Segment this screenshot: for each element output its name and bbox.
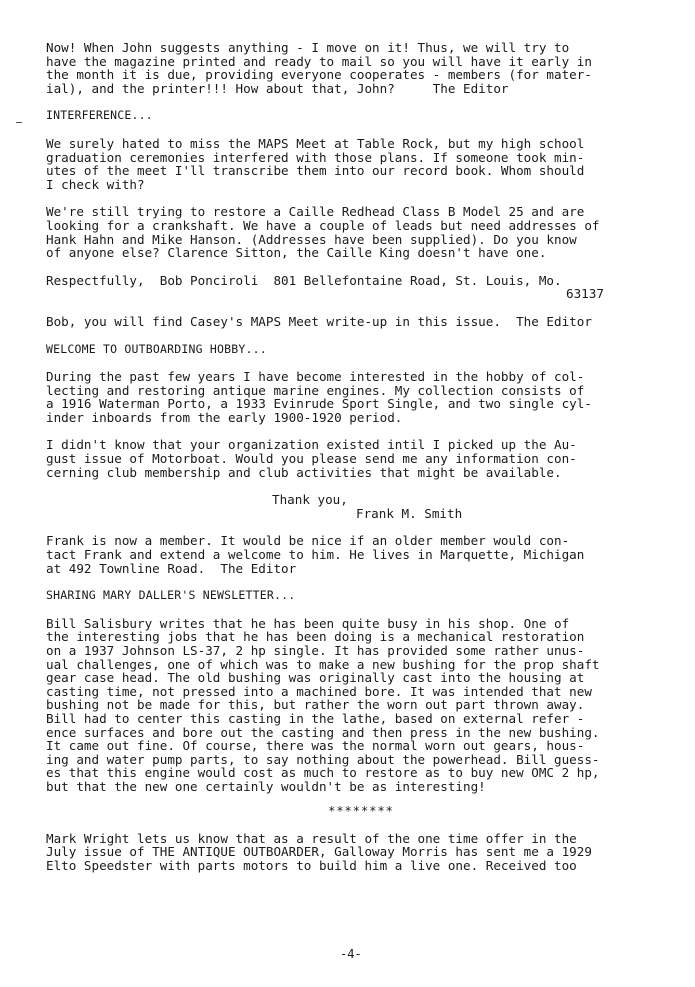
text-line: cerning club membership and club activities that might be available. — [46, 464, 562, 480]
text-line: Hank Hahn and Mike Hanson. (Addresses have been supplied). Do you know — [46, 231, 577, 247]
text-line: During the past few years I have become interested in the hobby of col- — [46, 369, 585, 385]
sharing-paragraph-2 — [46, 832, 676, 873]
text-line: Bill had to center this casting in the lathe, based on external refer - — [46, 710, 585, 726]
text-line: Bill Salisbury writes that he has been quite busy in his shop. One of — [46, 615, 570, 631]
text-line: July issue of THE ANTIQUE OUTBOARDER, Galloway Morris has sent me a 1929 — [46, 844, 592, 860]
text-line: We're still trying to restore a Caille Redhead Class B Model 25 and are — [46, 204, 585, 220]
text-line: It came out fine. Of course, there was the normal worn out gears, hous- — [46, 738, 585, 754]
section-heading-sharing: SHARING MARY DALLER'S NEWSLETTER... — [46, 588, 296, 603]
text-line: Elto Speedster with parts motors to build him a live one. Received too — [46, 857, 577, 873]
text-line: have the magazine printed and ready to mail so you will have it early in — [46, 53, 592, 69]
text-line: Now! When John suggests anything - I move on it! Thus, we will try to — [46, 40, 570, 55]
section-heading-interference: INTERFERENCE... — [46, 108, 153, 123]
text-line: Frank is now a member. It would be nice if an older member would con- — [46, 533, 570, 549]
newsletter-page — [46, 41, 676, 872]
intro-paragraph — [46, 41, 676, 95]
text-line: es that this engine would cost as much to restore as to buy new OMC 2 hp, — [46, 765, 600, 781]
text-line: ial), and the printer!!! How about that, John? The Editor — [46, 80, 509, 96]
interference-paragraph-1 — [46, 137, 676, 191]
text-line: ual challenges, one of which was to make a new bushing for the prop shaft — [46, 656, 600, 672]
interference-paragraph-2 — [46, 205, 676, 259]
welcome-paragraph-2 — [46, 438, 676, 479]
closing-thanks: Thank you, — [272, 492, 348, 508]
text-line: inder inboards from the early 1900-1920 period. — [46, 409, 403, 425]
section-divider-stars: ******** — [328, 803, 394, 818]
section-heading-welcome: WELCOME TO OUTBOARDING HOBBY... — [46, 341, 267, 356]
text-line: gear case head. The old bushing was originally cast into the housing at — [46, 670, 585, 686]
letter-signature-name: Frank M. Smith — [356, 505, 463, 521]
sharing-paragraph — [46, 617, 676, 794]
text-line: but that the new one certainly wouldn't be as interesting! — [46, 778, 486, 794]
page-number: -4- — [340, 947, 362, 961]
text-line: the interesting jobs that he has been doing is a mechanical restoration — [46, 629, 585, 645]
text-line: on a 1937 Johnson LS-37, 2 hp single. It has provided some rather unus- — [46, 643, 585, 658]
text-line: bushing not be made for this, but rather the worn out part thrown away. — [46, 697, 585, 713]
text-line: casting time, not pressed into a machined bore. It was intended that new — [46, 683, 592, 699]
margin-mark — [16, 122, 22, 123]
text-line: I didn't know that your organization existed intil I picked up the Au- — [46, 437, 577, 453]
text-line: ing and water pump parts, to say nothing about the powerhead. Bill guess- — [46, 751, 600, 767]
text-line: I check with? — [46, 176, 145, 192]
text-line: We surely hated to miss the MAPS Meet at Table Rock, but my high school — [46, 135, 585, 151]
text-line: the month it is due, providing everyone cooperates - members (for mater- — [46, 67, 592, 83]
zip-code: 63137 — [566, 286, 604, 302]
text-line: utes of the meet I'll transcribe them into our record book. Whom should — [46, 163, 585, 179]
text-line: of anyone else? Clarence Sitton, the Caille King doesn't have one. — [46, 245, 547, 261]
text-line: ence surfaces and bore out the casting and then press in the new bushing. — [46, 724, 600, 740]
text-line: lecting and restoring antique marine engines. My collection consists of — [46, 382, 585, 398]
text-line: looking for a crankshaft. We have a couple of leads but need addresses of — [46, 217, 600, 233]
text-line: gust issue of Motorboat. Would you please send me any information con- — [46, 451, 577, 467]
welcome-editor-reply — [46, 534, 676, 575]
text-line: a 1916 Waterman Porto, a 1933 Evinrude Sport Single, and two single cyl- — [46, 396, 592, 412]
text-line: tact Frank and extend a welcome to him. He lives in Marquette, Michigan — [46, 547, 585, 563]
editor-reply: Bob, you will find Casey's MAPS Meet write-up in this issue. The Editor — [46, 313, 592, 329]
signoff-line: Respectfully, Bob Ponciroli 801 Bellefontaine Road, St. Louis, Mo. — [46, 272, 562, 288]
welcome-paragraph-1 — [46, 370, 676, 424]
text-line: at 492 Townline Road. The Editor — [46, 560, 297, 576]
text-line: Mark Wright lets us know that as a result of the one time offer in the — [46, 830, 577, 846]
text-line: graduation ceremonies interfered with those plans. If someone took min- — [46, 149, 585, 165]
